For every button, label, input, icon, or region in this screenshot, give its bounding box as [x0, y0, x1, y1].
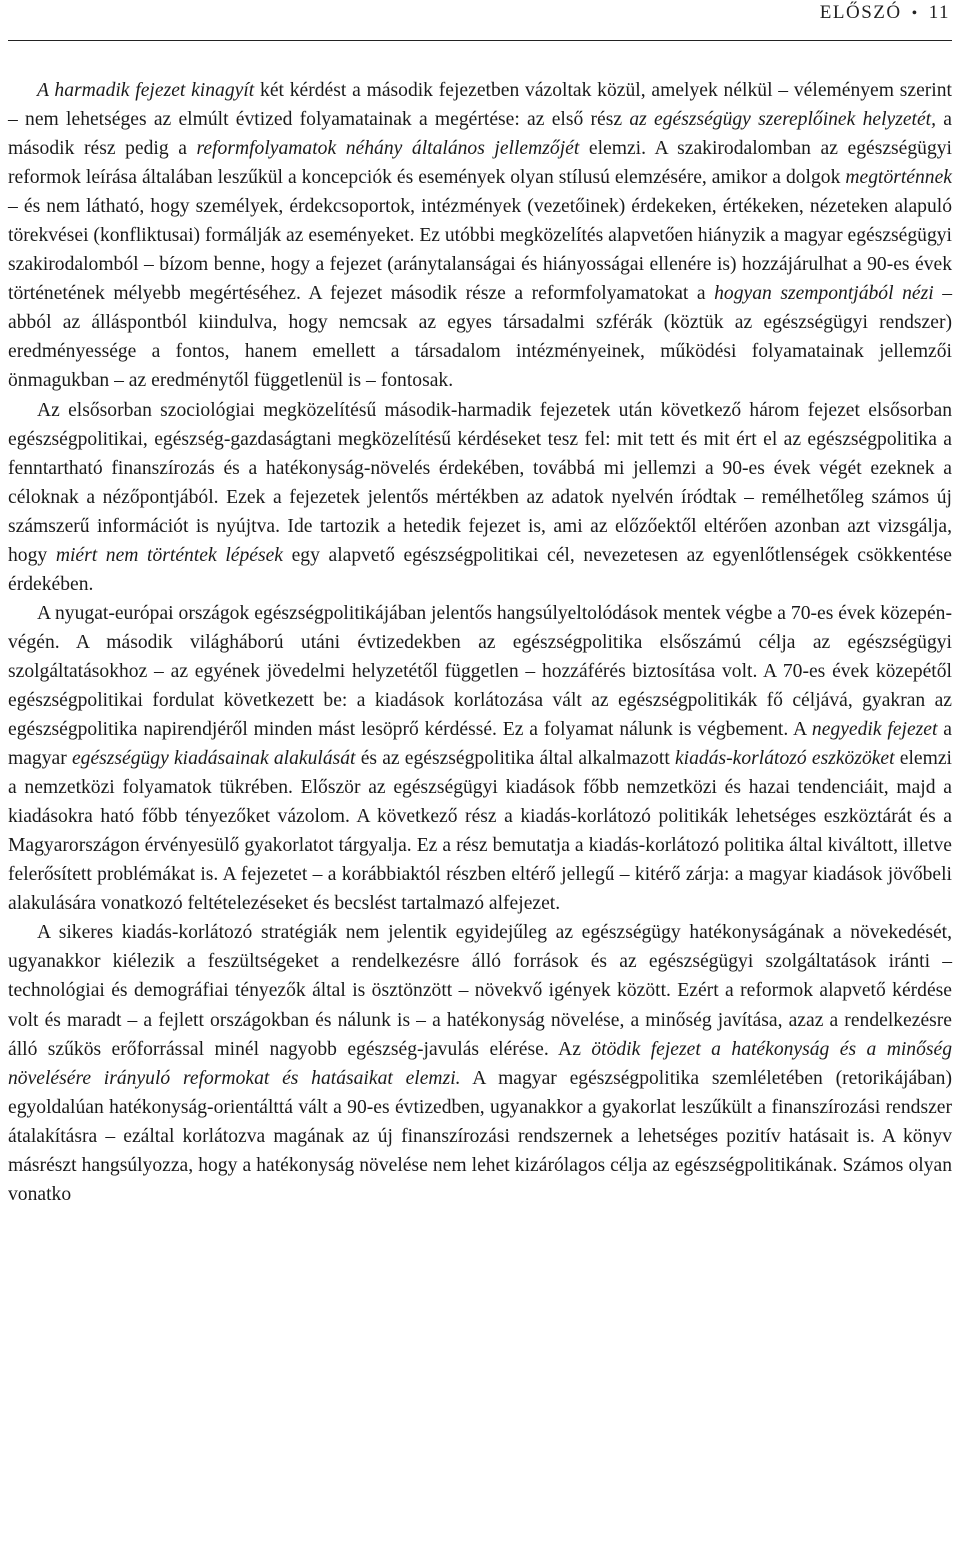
running-head	[820, 2, 950, 24]
page-number: 11	[928, 2, 950, 23]
italic-run: egészségügy kiadásainak alakulását	[71, 748, 356, 770]
body-text	[8, 76, 952, 1209]
italic-run: ötödik fejezet a hatékonyság és a minőség növelésére irányuló reformokat és hatásaikat elemzi.	[8, 1038, 953, 1089]
separator-bullet: •	[911, 5, 919, 22]
italic-run: az egészségügy szereplőinek helyzetét,	[629, 109, 937, 131]
italic-run: reformfolyamatok néhány általános jellemzőjét	[196, 138, 580, 160]
text-run: és az egészségpolitika által alkalmazott	[355, 748, 675, 770]
text-run: a második rész pedig a	[8, 109, 952, 160]
text-run: – és nem látható, hogy személyek, érdekcsoportok, intézmények (vezetőinek) érdekeken, értékeken, nézeteken alapuló törekvései (konfliktusai) formálják az eseményeket. Ez utóbbi megközelítés alapvetően hiányzik a magyar egészségügyi szakirodalomból – bízom benne, hogy a fejezet (aránytalanságai és hiányosságai ellenére is) hozzájárulhat a 90-es évek történetének mélyebb megértéséhez. A fejezet második része a reformfolyamatokat a	[8, 196, 952, 305]
italic-run: kiadás-korlátozó eszközöket	[674, 748, 895, 770]
text-run: két kérdést a második fejezetben vázoltak közül, amelyek nélkül – véleményem szerint – nem lehetséges az elmúlt évtized folyamatainak a megértése: az első rész	[8, 80, 952, 131]
header-rule	[8, 40, 952, 41]
paragraph	[8, 599, 952, 919]
paragraph	[8, 76, 952, 396]
text-run: Az elsősorban szociológiai megközelítésű második-harmadik fejezetek után következő három fejezet elsősorban egészségpolitikai, egészség-gazdaságtani megközelítésű kérdéseket tesz fel: mit tett és mit ért el az egészségpolitika a fenntartható finanszírozás és a hatékonyság-növelés érdekében, továbbá mi jellemzi a 90-es évek végét ezeknek a céloknak a nézőpontjából. Ezek a fejezetek jelentős mértékben az adatok nyelvén íródtak – remélhetőleg számos új számszerű információt is nyújtva. Ide tartozik a hetedik fejezet is, ami az előzőektől eltérően azonban azt vizsgálja, hogy	[8, 399, 952, 566]
italic-run: miért nem történtek lépések	[55, 544, 283, 566]
text-run: elemzi. A szakirodalomban az egészségügyi reformok leírása általában leszűkül a koncepciók és események olyan stílusú elemzésére, amikor a dolgok	[8, 138, 952, 189]
italic-run: megtörténnek	[845, 167, 952, 189]
text-run: A nyugat-európai országok egészségpolitikájában jelentős hangsúlyeltolódások mentek végbe a 70-es évek közepén-végén. A második világháború utáni évtizedekben az egészségpolitika elsőszámú célja az egészségügyi szolgáltatásokhoz – az egyének jövedelmi helyzetétől független – hozzáférés biztosítása volt. A 70-es évek közepétől egészségpolitikai fordulat következett be: a kiadások korlátozása vált az egészségpolitikák fő céljává, gyakran az egészségpolitika napirendjéről minden mást lesöprő kérdéssé. Ez a folyamat nálunk is végbement. A	[8, 602, 952, 741]
paragraph	[8, 396, 952, 599]
paragraph	[8, 918, 952, 1208]
text-run: elemzi a nemzetközi folyamatok tükrében. Először az egészségügyi kiadások főbb nemzetközi és hazai tendenciáit, majd a kiadásokra ható főbb tényezőket vázolom. A következő rész a kiadás-korlátozó politikák lehetséges eszköztárát és a Magyarországon érvényesülő gyakorlatot tárgyalja. Ez a rész bemutatja a kiadás-korlátozó politika által kiváltott, illetve felerősített problémákat is. A fejezetet – a korábbiaktól részben eltérő jellegű – kitérő zárja: a magyar kiadások jövőbeli alakulására vonatkozó feltételezéseket és becslést tartalmazó alfejezet.	[8, 748, 952, 915]
text-run: egy alapvető egészségpolitikai cél, nevezetesen az egyenlőtlenségek csökkentése érdekében.	[8, 544, 952, 595]
italic-run: A harmadik fejezet kinagyít	[37, 80, 255, 101]
text-run: A sikeres kiadás-korlátozó stratégiák nem jelentik egyidejűleg az egészségügy hatékonyságának a növekedését, ugyanakkor kiélezik a feszültségeket a rendelkezésre álló források és az egészségügyi szolgáltatások iránti – technológiai és demográfiai tényezők által is ösztönzött – növekvő igények között. Ezért a reformok alapvető kérdése volt és maradt – a fejlett országokban és nálunk is – a hatékonyság növelése, a minőség javítása, azaz a rendelkezésre álló szűkös erőforrással minél nagyobb egészség-javulás elérése. Az	[8, 922, 952, 1060]
italic-run: negyedik fejezet	[811, 719, 938, 741]
section-title: ELŐSZÓ	[819, 2, 902, 23]
text-run: A magyar egészségpolitika szemléletében (retorikájában) egyoldalúan hatékonyság-orientálttá vált a 90-es évtizedben, ugyanakkor a gyakorlat leszűkült a finanszírozási rendszer átalakításra – ezáltal korlátozva magának az új finanszírozási rendszernek a lehetséges pozitív hatásait is. A könyv másrészt hangsúlyozza, hogy a hatékonyság növelése nem lehet kizárólagos célja az egészségpolitikának. Számos olyan vonatko	[8, 1067, 952, 1205]
italic-run: hogyan szempontjából nézi	[714, 283, 934, 305]
text-run: – abból az álláspontból kiindulva, hogy nemcsak az egyes társadalmi szférák (köztük az egészségügyi rendszer) eredményessége a fontos, hanem emellett a társadalom intézményeinek, működési folyamatainak jellemzői önmagukban – az eredménytől függetlenül is – fontosak.	[8, 283, 952, 392]
text-run: a magyar	[8, 719, 952, 770]
